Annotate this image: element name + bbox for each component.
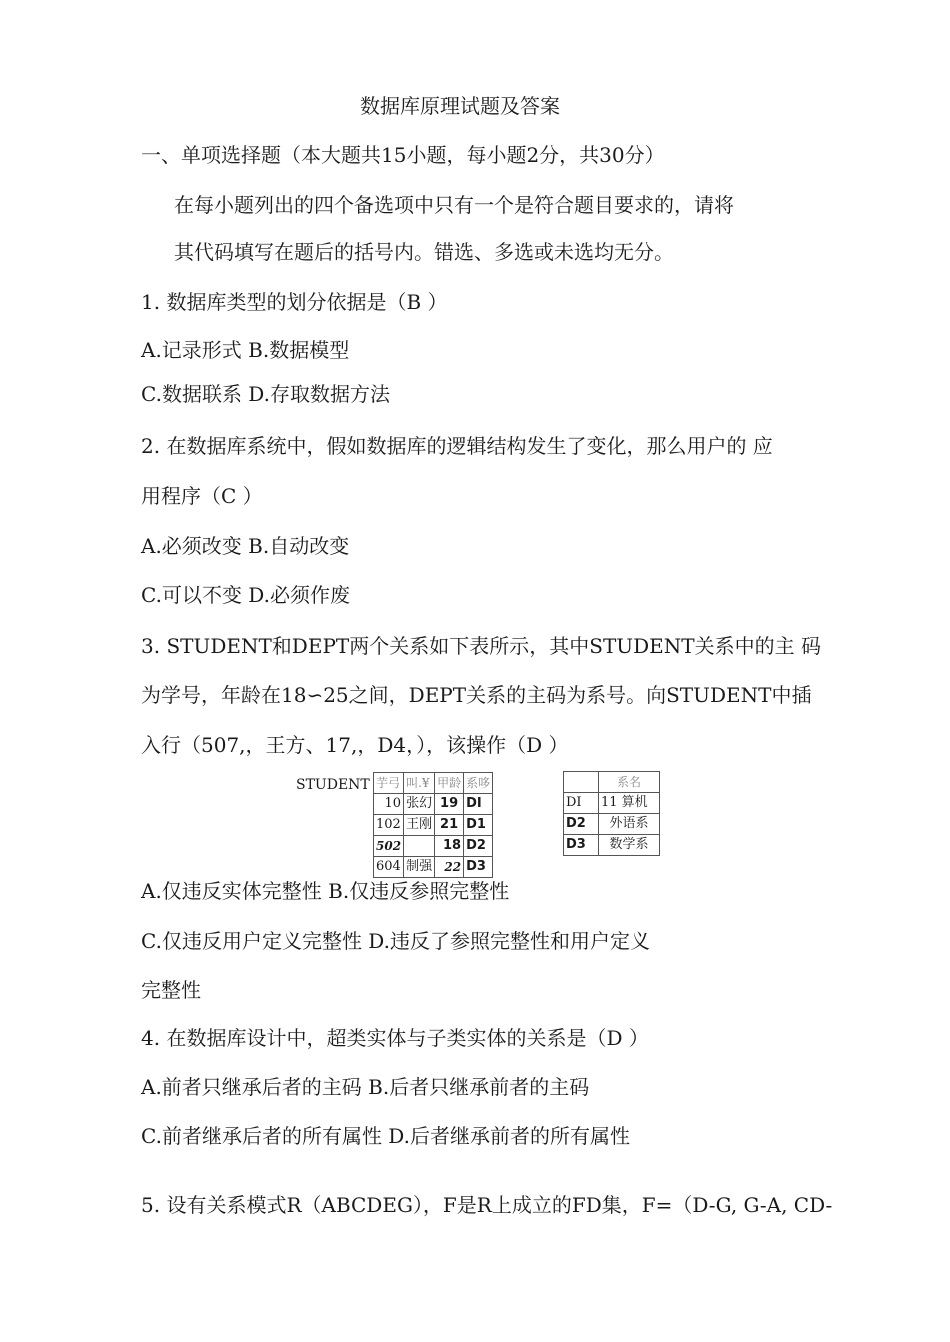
section-instruction: 其代码填写在题后的括号内。错选、多选或未选均无分。 — [174, 240, 674, 264]
table-cell: DI — [464, 794, 493, 815]
table-cell: 制强 — [404, 857, 435, 878]
question-stem: 3. STUDENT和DEPT两个关系如下表所示，其中STUDENT关系中的主 码 — [141, 634, 821, 658]
question-option: C.前者继承后者的所有属性 D.后者继承前者的所有属性 — [141, 1124, 630, 1148]
table-cell: 11 算机 — [599, 793, 660, 814]
question-stem: 用程序（C ） — [141, 484, 263, 508]
table-cell: 19 — [435, 794, 464, 815]
table-header-cell: 系哆 — [464, 773, 493, 794]
table-row — [564, 793, 660, 814]
table-cell: DI — [564, 793, 599, 814]
question-stem: 5. 设有关系模式R（ABCDEG），F是R上成立的FD集，F=（D-G, G-A, CD- — [141, 1193, 833, 1217]
table-cell — [404, 836, 435, 857]
dept-table — [563, 771, 660, 856]
table-row — [374, 815, 493, 836]
table-cell: 21 — [435, 815, 464, 836]
table-row — [374, 794, 493, 815]
table-cell: D3 — [464, 857, 493, 878]
question-option: C.仅违反用户定义完整性 D.违反了参照完整性和用户定义 — [141, 929, 650, 953]
question-option: A.仅违反实体完整性 B.仅违反参照完整性 — [141, 879, 510, 903]
question-stem: 1. 数据库类型的划分依据是（B ） — [141, 290, 448, 314]
table-cell: D3 — [564, 835, 599, 856]
question-option: A.记录形式 B.数据模型 — [141, 338, 350, 362]
question-option: C.可以不变 D.必须作废 — [141, 583, 350, 607]
question-option: 完整性 — [141, 978, 201, 1002]
question-stem: 4. 在数据库设计中，超类实体与子类实体的关系是（D ） — [141, 1026, 649, 1050]
table-cell: 王刚 — [404, 815, 435, 836]
table-cell: D2 — [464, 836, 493, 857]
student-table — [373, 772, 493, 878]
table-cell: 18 — [435, 836, 464, 857]
table-cell: 604 — [374, 857, 404, 878]
section-heading: 一、单项选择题（本大题共15小题，每小题2分，共30分） — [141, 143, 665, 167]
table-header-cell: 叫.¥ — [404, 773, 435, 794]
table-header-cell: 芋弓 — [374, 773, 404, 794]
question-stem: 为学号，年龄在18∽25之间，DEPT关系的主码为系号。向STUDENT中插 — [141, 683, 812, 707]
table-cell: 张幻 — [404, 794, 435, 815]
question-stem: 2. 在数据库系统中，假如数据库的逻辑结构发生了变化，那么用户的 应 — [141, 434, 773, 458]
table-cell: 外语系 — [599, 814, 660, 835]
table-row — [374, 857, 493, 878]
table-header-row — [564, 772, 660, 793]
question-stem: 入行（507,，王方、17,，D4，），该操作（D ） — [141, 733, 569, 757]
table-cell: 502 — [374, 836, 404, 857]
question-option: C.数据联系 D.存取数据方法 — [141, 382, 390, 406]
section-instruction: 在每小题列出的四个备选项中只有一个是符合题目要求的，请将 — [174, 193, 734, 217]
question-option: A.前者只继承后者的主码 B.后者只继承前者的主码 — [141, 1075, 590, 1099]
table-header-cell: 甲龄 — [435, 773, 464, 794]
student-table-label: STUDENT — [296, 777, 370, 793]
table-cell: D1 — [464, 815, 493, 836]
table-row — [564, 814, 660, 835]
question-option: A.必须改变 B.自动改变 — [141, 534, 350, 558]
page-title: 数据库原理试题及答案 — [360, 94, 560, 118]
table-cell: 数学系 — [599, 835, 660, 856]
table-header-row — [374, 773, 493, 794]
table-cell: 102 — [374, 815, 404, 836]
table-cell: 22 — [435, 857, 464, 878]
table-row — [564, 835, 660, 856]
table-cell: 10 — [374, 794, 404, 815]
table-cell: D2 — [564, 814, 599, 835]
table-header-cell: 系名 — [599, 772, 660, 793]
table-row — [374, 836, 493, 857]
table-header-cell — [564, 772, 599, 793]
